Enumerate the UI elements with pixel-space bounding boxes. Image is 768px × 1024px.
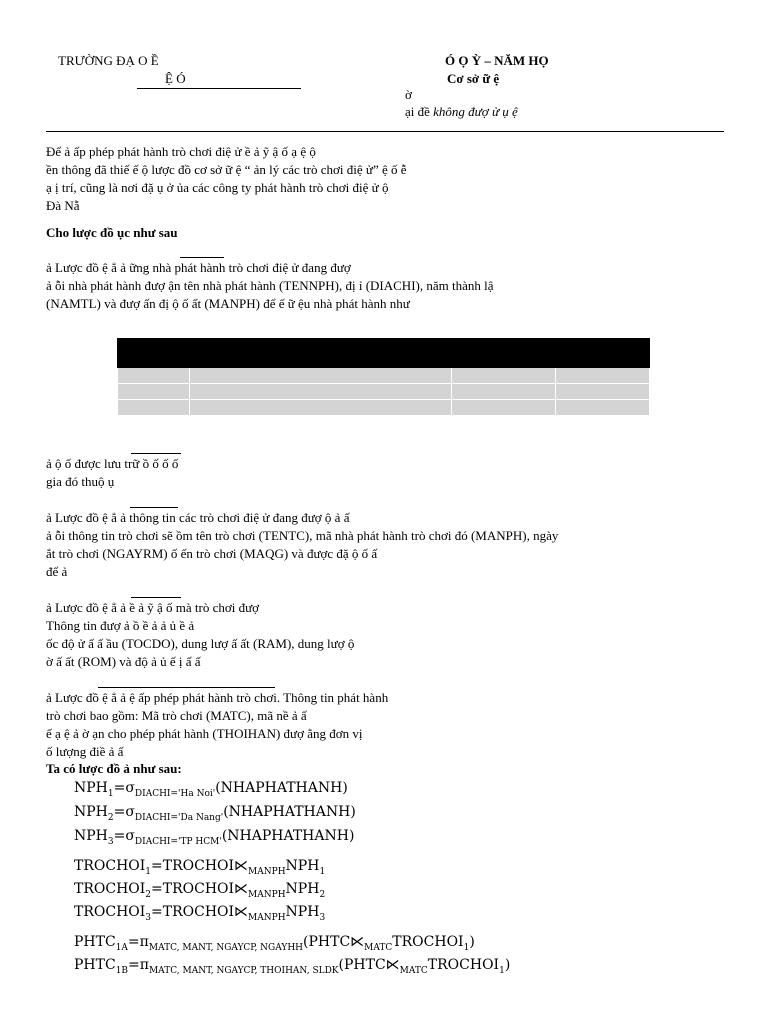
intro-paragraph xyxy=(46,143,722,215)
formula-lhs: NPH xyxy=(74,804,108,820)
exam-note-italic: không đượ ử ụ ệ xyxy=(433,104,518,119)
relation-underline xyxy=(180,257,224,258)
formula-nph1 xyxy=(74,778,348,804)
paragraph-line: Thông tin đượ ả ồ ề ả ả ủ ề ả xyxy=(46,618,195,633)
paragraph-line: (NAMTL) và đượ ấn đị ộ ố ất (MANPH) để ế ữ ệu nhà phát hành như xyxy=(46,296,410,311)
formula-operator: =σ xyxy=(113,780,135,796)
formula-tail-index: 2 xyxy=(319,889,326,900)
formula-phtc1a xyxy=(74,932,475,958)
paragraph-line: gia đó thuộ ụ xyxy=(46,474,115,489)
formula-lhs: TROCHOI xyxy=(74,881,146,897)
formula-tail-index: 1 xyxy=(463,942,470,953)
header-divider xyxy=(46,131,724,132)
formula-lhs: NPH xyxy=(74,828,108,844)
exam-time: ờ xyxy=(405,87,412,102)
paragraph-line: ả ỗi thông tin trò chơi sẽ ồm tên trò chơi (TENTC), mã nhà phát hành trò chơi đó (MANPH), ngày xyxy=(46,528,559,543)
exam-note-prefix: ại đề xyxy=(405,104,430,119)
intro-line: ạ ị trí, cũng là nơi đặ ụ ở ủa các công ty phát hành trò chơi điệ ử ộ xyxy=(46,180,389,195)
formula-tail-index: 1 xyxy=(319,866,326,877)
sample-table xyxy=(117,338,650,416)
formula-lhs: TROCHOI xyxy=(74,858,146,874)
formula-lhs: PHTC xyxy=(74,934,116,950)
formula-close: ) xyxy=(469,934,475,950)
table-cell xyxy=(452,384,556,400)
relation-paragraph-5 xyxy=(46,689,722,761)
intro-line: ền thông đã thiế ế ộ lược đồ cơ sở ữ ệ “ ản lý các trò chơi điệ ử” ệ ố ễ xyxy=(46,162,407,177)
paragraph-line: ả Lược đồ ệ ẳ ả ững nhà phát hành trò chơi điệ ử đang đượ xyxy=(46,260,351,275)
table-header-cell xyxy=(556,339,650,368)
intro-line: Để ả ấp phép phát hành trò chơi điệ ử ề ả ỹ ậ ố ạ ệ ộ xyxy=(46,144,316,159)
relation-paragraph-1 xyxy=(46,259,722,313)
paragraph-line: ả Lược đồ ệ ẳ ả thông tin các trò chơi điệ ử đang đượ ộ ả ấ xyxy=(46,510,350,525)
exam-subject: Cơ sở ữ ệ xyxy=(447,71,500,86)
formula-join-attr: MANPH xyxy=(248,912,286,923)
formula-index: 2 xyxy=(107,812,114,823)
exam-title: Ó Ọ Ỳ – NĂM HỌ xyxy=(445,53,549,68)
paragraph-line: ả Lược đồ ệ ẳ ả ề ả ỹ ậ ố mà trò chơi đượ xyxy=(46,600,260,615)
formula-tail: NPH xyxy=(285,904,320,920)
paragraph-line: ả ộ ố được lưu trữ ồ ố ố ố xyxy=(46,456,179,471)
formula-argument: (NHAPHATHANH) xyxy=(215,780,348,796)
formula-phtc1b xyxy=(74,955,510,981)
table-header-cell xyxy=(118,339,190,368)
formula-projection: MATC, MANT, NGAYCP, NGAYHH xyxy=(148,942,304,953)
formula-operator: =σ xyxy=(113,804,135,820)
relation-underline xyxy=(131,597,181,598)
formula-tail: NPH xyxy=(285,881,320,897)
exam-note xyxy=(405,104,518,120)
paragraph-line: ế ạ ệ ả ờ ạn cho phép phát hành (THOIHAN) đượ ằng đơn vị xyxy=(46,726,363,741)
intro-line: Đà Nẵ xyxy=(46,198,80,213)
formula-rhs: =TROCHOI⋉ xyxy=(151,881,249,897)
formula-condition: DIACHI='Ha Noi' xyxy=(134,788,216,799)
formula-rhs: =TROCHOI⋉ xyxy=(151,904,249,920)
paragraph-line: ố lượng điề ả ấ xyxy=(46,744,124,759)
relation-paragraph-3 xyxy=(46,509,722,581)
formula-lhs: PHTC xyxy=(74,957,116,973)
formula-index: 1 xyxy=(107,788,114,799)
table-cell xyxy=(189,368,452,384)
formula-argument: TROCHOI xyxy=(427,957,500,973)
formula-trochoi1 xyxy=(74,856,325,882)
formula-index: 1A xyxy=(115,942,128,953)
formula-operator: =σ xyxy=(113,828,135,844)
formula-index: 3 xyxy=(145,912,152,923)
schema-heading: Cho lược đồ ục như sau xyxy=(46,225,178,240)
table-row xyxy=(118,368,650,384)
formula-condition: DIACHI='Da Nang' xyxy=(134,812,224,823)
table-cell xyxy=(118,368,190,384)
table-header-row xyxy=(118,339,650,368)
relation-underline xyxy=(131,453,181,454)
table-cell xyxy=(118,400,190,416)
formula-join-attr: MANPH xyxy=(248,866,286,877)
table-header-cell xyxy=(189,339,452,368)
formula-index: 3 xyxy=(107,836,114,847)
relation-underline xyxy=(130,507,178,508)
formula-tail: NPH xyxy=(285,858,320,874)
paragraph-line: ả Lược đồ ệ ẳ ả ệ ấp phép phát hành trò chơi. Thông tin phát hành xyxy=(46,690,389,705)
formula-close: ) xyxy=(504,957,511,973)
formula-argument: (PHTC⋉ xyxy=(303,934,365,950)
formula-argument: (PHTC⋉ xyxy=(338,957,400,973)
formula-join-attr: MANPH xyxy=(248,889,286,900)
formula-nph2 xyxy=(74,802,356,828)
table-cell xyxy=(556,368,650,384)
formula-rhs: =TROCHOI⋉ xyxy=(151,858,249,874)
paragraph-line: ốc độ ử ấ ấ ầu (TOCDO), dung lượ ấ ất (RAM), dung lượ ộ xyxy=(46,636,355,651)
formula-trochoi2 xyxy=(74,879,325,905)
formula-nph3 xyxy=(74,826,354,852)
formula-lhs: TROCHOI xyxy=(74,904,146,920)
formula-condition: DIACHI='TP HCM' xyxy=(134,836,222,847)
formula-argument: (NHAPHATHANH) xyxy=(223,804,356,820)
relation-paragraph-4 xyxy=(46,599,722,671)
formula-operator: =π xyxy=(128,957,149,973)
table-cell xyxy=(189,384,452,400)
formula-projection: MATC, MANT, NGAYCP, THOIHAN, SLDK xyxy=(148,965,339,976)
formula-trochoi3 xyxy=(74,902,325,928)
formula-join-attr: MATC xyxy=(364,942,393,953)
table-cell xyxy=(189,400,452,416)
formula-argument: TROCHOI xyxy=(392,934,464,950)
table-cell xyxy=(118,384,190,400)
result-heading: Ta có lược đồ ả như sau: xyxy=(46,761,182,776)
relation-paragraph-2 xyxy=(46,455,722,491)
paragraph-line: để ả xyxy=(46,564,68,579)
formula-lhs: NPH xyxy=(74,780,108,796)
formula-operator: =π xyxy=(127,934,149,950)
table-cell xyxy=(556,384,650,400)
paragraph-line: ả ỗi nhà phát hành đượ ận tên nhà phát hành (TENNPH), đị ỉ (DIACHI), năm thành lậ xyxy=(46,278,494,293)
formula-tail-index: 1 xyxy=(499,965,505,976)
paragraph-line: ờ ấ ất (ROM) và độ ả ủ ế ị ấ ấ xyxy=(46,654,201,669)
school-name: TRƯỜNG ĐẠ O Ề xyxy=(58,53,159,68)
formula-argument: (NHAPHATHANH) xyxy=(221,828,355,844)
formula-index: 1 xyxy=(145,866,152,877)
table-row xyxy=(118,384,650,400)
table-cell xyxy=(556,400,650,416)
formula-index: 2 xyxy=(145,889,152,900)
formula-index: 1B xyxy=(115,965,129,976)
table-cell xyxy=(452,368,556,384)
header-underline xyxy=(137,88,301,89)
table-header-cell xyxy=(452,339,556,368)
department-name: Ệ Ó xyxy=(165,71,186,86)
relation-underline xyxy=(98,687,275,688)
paragraph-line: ắt trò chơi (NGAYRM) ố ến trò chơi (MAQG) và được đặ ộ ố ấ xyxy=(46,546,378,561)
table-row xyxy=(118,400,650,416)
formula-join-attr: MATC xyxy=(399,965,428,976)
paragraph-line: trò chơi bao gồm: Mã trò chơi (MATC), mã nề ả ấ xyxy=(46,708,307,723)
table-cell xyxy=(452,400,556,416)
formula-tail-index: 3 xyxy=(319,912,326,923)
